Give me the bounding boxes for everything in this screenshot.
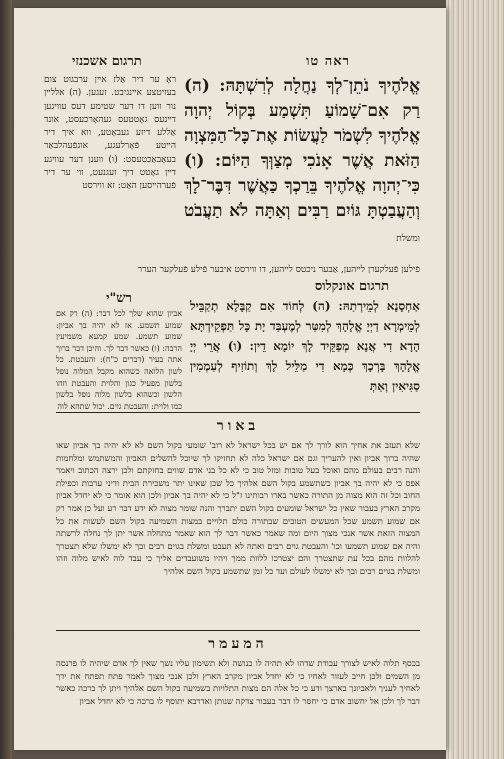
german-translation-text: ראָ ער דיר אַלז אײן ערבגוט צום בעזיטצע אײנגיבט. זעגען. (ה) אללײן נור ווען דו דער שטימע דעס עוויגען דײנעס גאָטטעס געהאָרכעסט, אונד אַללע דיזע געבאָטע, ווא איך דיר הײטע פֿאָרלעגע, אונפֿעהלבאַר בעאָבאַכטעסט: (ו) ווענן דער עוויגע דײן גאָטט דיך זעגנעט, ווי ער דיר פֿערהײסען האַט: זא ווירסט [44, 75, 176, 192]
german-translation-continuation: פֿילען פֿעלקערן לײהען, אַבער ניכטס לײהען, דו ווירסט איבער פֿילע פֿעלקער הערר [137, 265, 420, 275]
onkelos-text: אַחְסָנָא לְמֵירְתַהּ: (ה) לְחוֹד אִם קַבָּלָא תְקַבֵּיל לְמֵימְרָא דַיְיָ אֱלָהָךְ לְמִטַּר לְמֶעְבַּד יָת כָּל תַּפְקֵידְתָּא הָדָא דִי אֲנָא מְפַקֵּיד לָךְ יוֹמָא דֵין: (ו) אֲרֵי יְיָ אֱלָהָךְ בָּרְכָךְ כְּמָא דִי מַלֵּיל לָךְ וְתוֹזִיף לְעַמְמִין סַגִּיאִין וְאַתְּ [190, 299, 420, 393]
book-binding [0, 0, 12, 759]
header-left-title: תרגום אשכנזי [72, 54, 142, 69]
book-page [14, 8, 446, 750]
biur-title: באור [216, 418, 260, 434]
rashi-text: אביון שהוא שלך לכל דבר: (ה) רק אם שמוע תשמע. אז לא יהיה בך אביון: שמוע תשמע. שמע קמעא משמיעין הרבה: (ו) כאשר דבר לך. והיכן דבר ברוך אתה בעיר (דברים כ"ח): והעבטת. כל לשון הלואה כשהוא מקבל המלוה נופל בלשון מפעיל כגון והלוית והעבטת וזהו הלשון וכשהוא בלשון מלוה נופל בלשון כמו ולוית: והעבטת גוים. יכול שתהא לוה [55, 309, 182, 411]
section-divider [56, 630, 420, 631]
main-text: אֱלֹהֶיךָ נֹתֵן־לְךָ נַחֲלָה לְרִשְׁתָּהּ: (ה) רַק אִם־שָׁמוֹעַ תִּשְׁמַע בְּקוֹל יְהוָה אֱלֹהֶיךָ לִשְׁמֹר לַעֲשׂוֹת אֶת־כָּל־הַמִּצְוָה הַזֹּאת אֲשֶׁר אָנֹכִי מְצַוְּךָ הַיּוֹם: (ו) כִּי־יְהוָה אֱלֹהֶיךָ בֵּרַכְךָ כַּאֲשֶׁר דִּבֶּר־לָךְ וְהַעֲבַטְתָּ גּוֹיִם רַבִּים וְאַתָּה לֹא תַעֲבֹט [184, 76, 420, 221]
rashi-title: רש"י [106, 291, 132, 306]
main-scripture-text [184, 74, 420, 252]
onkelos-title: תרגום אונקלוס [314, 279, 390, 294]
main-text-tail: ומשלת [396, 234, 420, 244]
page-edges [446, 0, 504, 759]
biur-text: שלא תעזב את אחיך הוא לורך לך אם יש בכל ישראל לא רוב' שומעי בקול השם לא לא יהיה בך אביון שאו שהיה ברוך אביון ואין להעריך וגם אם ישראל כלה לא תחזיקו לך שיוכל להשלים האביון והמשתמש ומלחמות והנה רבים בעולם מהם ואוכל בעל טובות ומזל טוב כי לא כל בני אדם שווים בחזקתם ולכן ירצה הכתוב ויאמר אפס כי לא יהיה בך אביון כשתשמע בקול השם אלהיך כל שכן שאינו יתר משכירת הבית ודיני ערבות וכפילת החוב וכל זה הוא מצוה מן התורה כאשר בארו רבותינו ז"ל כי לא יהיה בך אביון ולכן הוא אומר כי לא יחדל אביון מקרב הארץ בעבור שאין כל ישראל שומעים בקול השם יתברך והנה שומר מצוה לא ידע דבר רע ועל כן אמר רק אם שמוע תשמע שכל המעשים הטובים שבתורה כולם תלויים במצות השמיעה בקול השם לעשות את כל המצוה הזאת אשר אנכי מצוך היום ומה שאמר כאשר דבר לך הוא שאמר מתחלה אשר יתן לך נחלה לרשתה והיה אם שמוע תשמעו וכו' והעבטת גוים רבים ואתה לא תעבט ומשלת בגוים רבים ובך לא ימשלו שלא תצטרך להלוות מהם בכל עת שתצטרך והם יצטרכו ללוות ממך ויהיו משועבדים אליך כי עבד לוה לאיש מלוה וזהו ומשלת בגוים רבים ובך לא ימשלו לעולם ועד כל זמן שתשמע בקול השם אלהיך [56, 441, 420, 577]
header-right-title: ראה טו [306, 54, 350, 69]
hameamer-title: המעמר [208, 636, 268, 652]
hameamer-text: בכסף תלוה לאיש לצורך עבודת שדהו לא תהיה לו כנושה ולא תשימון עליו נשך שאין לך אדם שיהיה לו פרנסה מן השמים ולכן חייב לעזור לאחיו כי לא יחדל אביון מקרב הארץ ולכן אנכי מצוך לאמר פתח תפתח את ידך לאחיך לעניך ולאביונך בארצך ודע כי כל אלה הם מצות התלויות בשמיעה בקול השם אלהיך ויתן לך ברכה כאשר דבר לך ולכן אל יחשוב אדם כי יחסר לו דבר בעבור צדקה שנותן ואדרבא יתוסף לו ברכה כי לא יחדל אביון [56, 659, 420, 707]
section-divider [56, 412, 420, 413]
